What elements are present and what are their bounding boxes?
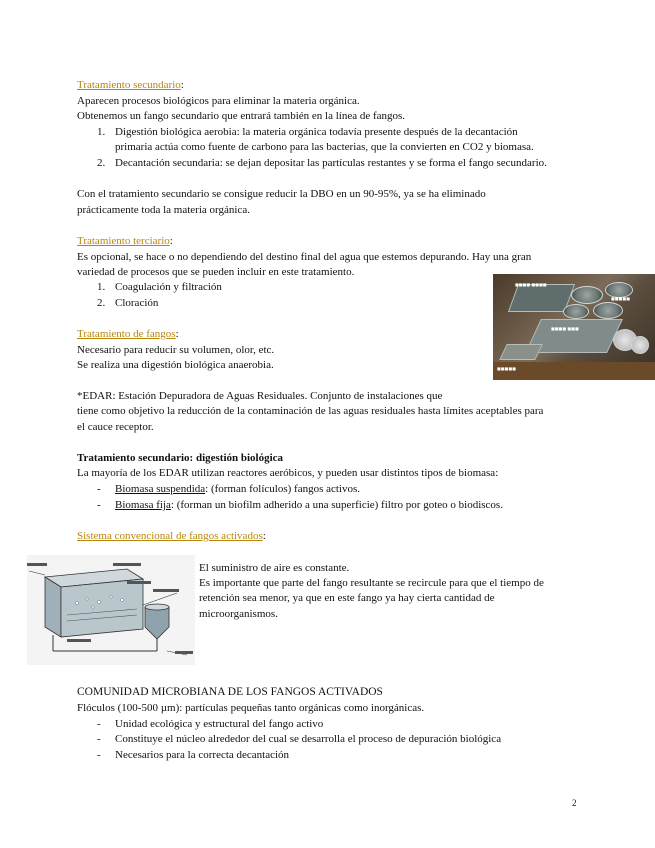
page-number: 2 [572,798,577,808]
edar-note-line: el cauce receptor. [77,421,154,433]
list-number: 1. [97,281,106,293]
list-item: Necesarios para la correcta decantación [115,749,290,761]
list-item: Unidad ecológica y estructural del fango activo [115,718,324,730]
list-dash: - [97,483,101,495]
list-number: 2. [97,157,106,169]
list-item: Biomasa fija: (forman un biofilm adherido a una superficie) filtro por goteo o biodiscos. [115,499,503,511]
paragraph-line: Flóculos (100-500 µm): partículas pequeñas tanto orgánicas como inorgánicas. [77,702,425,714]
paragraph-line: Es opcional, se hace o no dependiendo del destino final del agua que estemos depurando. Hay una gran [77,251,532,263]
paragraph-line: Obtenemos un fango secundario que entrará también en la línea de fangos. [77,110,406,122]
section-heading-digestion: Tratamiento secundario: digestión biológica [77,452,284,464]
list-item: Digestión biológica aerobia: la materia orgánica todavía presente después de la decantación [115,126,518,138]
edar-note-line: tiene como objetivo la reducción de la contaminación de las aguas residuales hasta límites aceptables para [77,405,544,417]
section-heading-secundario: Tratamiento secundario: [77,79,184,91]
list-number: 1. [97,126,106,138]
list-item: Coagulación y filtración [115,281,222,293]
activated-sludge-diagram [27,555,195,665]
edar-note-line: *EDAR: Estación Depuradora de Aguas Residuales. Conjunto de instalaciones que [77,390,443,402]
paragraph-line: microorganismos. [199,608,278,620]
treatment-plant-photo: ■■■■ ■■■■ ■■■■■ ■■■■ ■■■ ■■■■■ [493,274,655,380]
section-heading-sistema: Sistema convencional de fangos activados: [77,530,266,542]
list-dash: - [97,733,101,745]
list-item: Decantación secundaria: se dejan depositar las partículas restantes y se forma el fango secundario. [115,157,547,169]
paragraph-line: retención sea menor, ya que en este fango ya hay cierta cantidad de [199,592,495,604]
list-dash: - [97,718,101,730]
paragraph-line: La mayoría de los EDAR utilizan reactores aeróbicos, y pueden usar distintos tipos de biomasa: [77,467,499,479]
paragraph-line: Es importante que parte del fango resultante se recircule para que el tiempo de [199,577,544,589]
list-item: Constituye el núcleo alrededor del cual se desarrolla el proceso de depuración biológica [115,733,502,745]
paragraph-line: variedad de procesos que se pueden incluir en este tratamiento. [77,266,355,278]
paragraph-line: El suministro de aire es constante. [199,562,350,574]
paragraph-line: Se realiza una digestión biológica anaerobia. [77,359,274,371]
list-dash: - [97,499,101,511]
paragraph-line: Aparecen procesos biológicos para eliminar la materia orgánica. [77,95,360,107]
paragraph-line: prácticamente toda la materia orgánica. [77,204,250,216]
paragraph-line: Necesario para reducir su volumen, olor, etc. [77,344,275,356]
list-item: Cloración [115,297,159,309]
list-number: 2. [97,297,106,309]
paragraph-line: Con el tratamiento secundario se consigue reducir la DBO en un 90-95%, ya se ha eliminado [77,188,486,200]
list-dash: - [97,749,101,761]
section-heading-comunidad: COMUNIDAD MICROBIANA DE LOS FANGOS ACTIVADOS [77,686,383,698]
list-item-continuation: primaria actúa como fuente de carbono para las bacterias, que la convierten en CO2 y biomasa. [115,141,534,153]
section-heading-terciario: Tratamiento terciario: [77,235,173,247]
list-item: Biomasa suspendida: (forman folículos) fangos activos. [115,483,361,495]
section-heading-fangos: Tratamiento de fangos: [77,328,179,340]
